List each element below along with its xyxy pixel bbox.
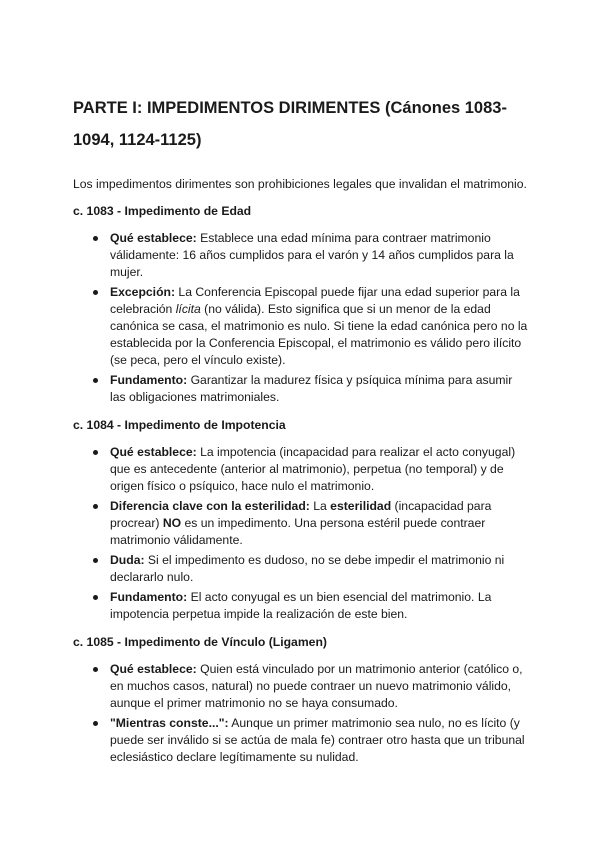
section-heading: c. 1083 - Impedimento de Edad (73, 204, 252, 218)
bullet-list (73, 230, 540, 406)
item-bold-word: esterilidad (330, 499, 392, 513)
item-label: "Mientras conste...": (110, 716, 229, 730)
item-text: La (309, 499, 331, 513)
intro-paragraph: Los impedimentos dirimentes son prohibiciones legales que invalidan el matrimonio. (73, 177, 527, 191)
item-label: Excepción: (110, 285, 176, 299)
item-label: Qué establece: (110, 662, 197, 676)
item-text: (incapacidad para procrear) (110, 499, 492, 530)
item-text: Si el impedimento es dudoso, no se debe impedir el matrimonio ni declararlo nulo. (110, 553, 505, 584)
item-emphasis: lícita (175, 302, 201, 316)
item-bold-no: NO (162, 516, 182, 530)
item-label: Diferencia clave con la esterilidad: (110, 499, 310, 513)
item-text: La impotencia (incapacidad para realizar el acto conyugal) que es antecedente (anterior al matrimonio), perpetua (no temporal) y de origen físico o psíquico, hace nulo el matrimonio. (110, 445, 516, 493)
bullet-list (73, 661, 540, 766)
list-item (110, 661, 540, 712)
list-item (110, 715, 540, 766)
item-text: La Conferencia Episcopal puede fijar una edad superior para la celebración (110, 285, 520, 316)
section-1084 (73, 416, 540, 623)
list-item (110, 589, 540, 623)
section-1085 (73, 633, 540, 766)
item-label: Qué establece: (110, 231, 197, 245)
list-item (110, 284, 540, 369)
item-text: Garantizar la madurez física y psíquica mínima para asumir las obligaciones matrimoniales. (110, 373, 513, 404)
item-label: Fundamento: (110, 590, 188, 604)
list-item (110, 372, 540, 406)
list-item (110, 230, 540, 281)
item-text: (no válida). Esto significa que si un menor de la edad canónica se casa, el matrimonio es nulo. Si tiene la edad canónica pero no la establecida por la Conferencia Episcopal, el matrimonio es válido pero ilícito (se peca, pero el vínculo existe). (110, 302, 528, 367)
item-label: Qué establece: (110, 445, 197, 459)
list-item (110, 498, 540, 549)
list-item (110, 552, 540, 586)
item-text: Quien está vinculado por un matrimonio anterior (católico o, en muchos casos, natural) no puede contraer un nuevo matrimonio válido, aunque el primer matrimonio no se haya consumado. (110, 662, 523, 710)
section-heading: c. 1085 - Impedimento de Vínculo (Ligamen) (73, 635, 327, 649)
page-title: PARTE I: IMPEDIMENTOS DIRIMENTES (Cánones 1083-1094, 1124-1125) (73, 99, 507, 149)
item-text: El acto conyugal es un bien esencial del matrimonio. La impotencia perpetua impide la realización de este bien. (110, 590, 492, 621)
list-item (110, 444, 540, 495)
section-1083 (73, 202, 540, 406)
section-heading: c. 1084 - Impedimento de Impotencia (73, 418, 286, 432)
item-label: Fundamento: (110, 373, 188, 387)
bullet-list (73, 444, 540, 623)
item-label: Duda: (110, 553, 145, 567)
item-text: Establece una edad mínima para contraer matrimonio válidamente: 16 años cumplidos para el varón y 14 años cumplidos para la mujer. (110, 231, 514, 279)
item-text: es un impedimento. Una persona estéril puede contraer matrimonio válidamente. (110, 516, 486, 547)
item-text: Aunque un primer matrimonio sea nulo, no es lícito (y puede ser inválido si se actúa de mala fe) contraer otro hasta que un tribunal eclesiástico declare legítimamente su nulidad. (110, 716, 525, 764)
